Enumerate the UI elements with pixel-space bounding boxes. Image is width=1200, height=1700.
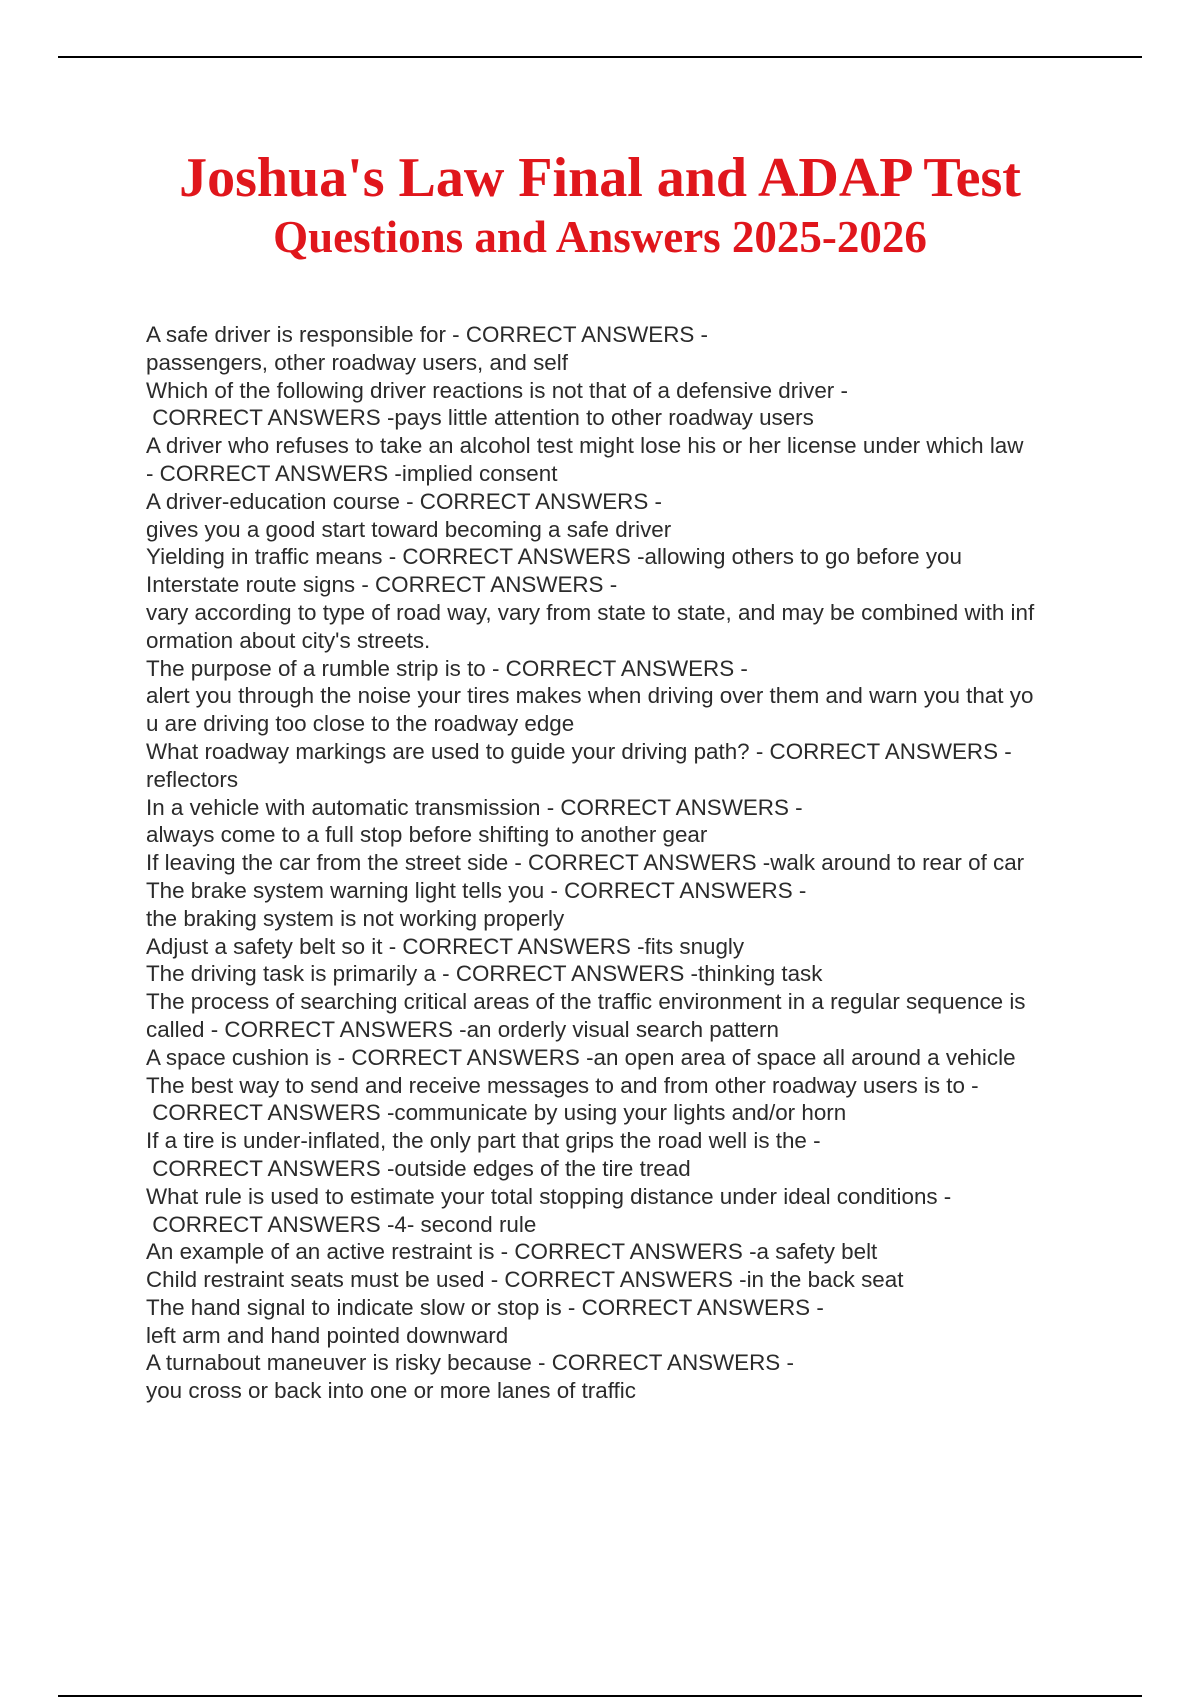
qa-line: The brake system warning light tells you - CORRECT ANSWERS - [146,877,807,903]
qa-line: Child restraint seats must be used - CORRECT ANSWERS -in the back seat [146,1267,904,1293]
qa-line: ormation about city's streets. [146,627,431,653]
qa-line: vary according to type of road way, vary from state to state, and may be combined with inf [146,599,1035,625]
qa-line: passengers, other roadway users, and self [146,349,568,375]
qa-line: The driving task is primarily a - CORRECT ANSWERS -thinking task [146,961,823,987]
qa-line: What rule is used to estimate your total stopping distance under ideal conditions - [146,1183,952,1209]
qa-line: A driver who refuses to take an alcohol test might lose his or her license under which law [146,433,1024,459]
qa-line: gives you a good start toward becoming a safe driver [146,516,672,542]
qa-line: What roadway markings are used to guide your driving path? - CORRECT ANSWERS - [146,738,1012,764]
qa-line: If leaving the car from the street side - CORRECT ANSWERS -walk around to rear of car [146,850,1025,876]
qa-line: A safe driver is responsible for - CORRECT ANSWERS - [146,322,708,347]
qa-line: An example of an active restraint is - CORRECT ANSWERS -a safety belt [146,1239,878,1265]
qa-line: the braking system is not working properly [146,905,565,931]
title-line-1: Joshua's Law Final and ADAP Test [179,147,1021,209]
qa-line: Interstate route signs - CORRECT ANSWERS - [146,572,618,598]
qa-line: Yielding in traffic means - CORRECT ANSWERS -allowing others to go before you [146,544,962,570]
qa-line: you cross or back into one or more lanes of traffic [146,1378,636,1404]
qa-line: - CORRECT ANSWERS -implied consent [146,460,558,486]
qa-line: A turnabout maneuver is risky because - CORRECT ANSWERS - [146,1350,794,1376]
bottom-divider [58,1695,1142,1697]
qa-line: u are driving too close to the roadway edge [146,711,575,737]
qa-line: In a vehicle with automatic transmission - CORRECT ANSWERS - [146,794,803,820]
qa-line: The process of searching critical areas of the traffic environment in a regular sequence is [146,989,1026,1015]
qa-line: CORRECT ANSWERS -outside edges of the tire tread [146,1155,691,1181]
qa-line: always come to a full stop before shifting to another gear [146,822,708,848]
qa-line: A space cushion is - CORRECT ANSWERS -an open area of space all around a vehicle [146,1044,1016,1070]
qa-line: The hand signal to indicate slow or stop is - CORRECT ANSWERS - [146,1294,824,1320]
document-title [0,147,1200,265]
qa-line: reflectors [146,766,239,792]
qa-line: If a tire is under-inflated, the only part that grips the road well is the - [146,1128,821,1154]
qa-line: CORRECT ANSWERS -communicate by using your lights and/or horn [146,1100,847,1126]
title-line-2: Questions and Answers 2025-2026 [273,212,927,262]
qa-line: CORRECT ANSWERS -pays little attention to other roadway users [146,405,814,431]
qa-line: called - CORRECT ANSWERS -an orderly visual search pattern [146,1016,779,1042]
qa-line: Adjust a safety belt so it - CORRECT ANSWERS -fits snugly [146,933,745,959]
qa-line: CORRECT ANSWERS -4- second rule [146,1211,537,1237]
qa-line: Which of the following driver reactions is not that of a defensive driver - [146,377,848,403]
qa-line: left arm and hand pointed downward [146,1322,509,1348]
qa-line: alert you through the noise your tires makes when driving over them and warn you that yo [146,683,1034,709]
top-divider [58,56,1142,58]
qa-line: The best way to send and receive messages to and from other roadway users is to - [146,1072,979,1098]
qa-body [146,321,1096,1405]
qa-line: A driver-education course - CORRECT ANSWERS - [146,488,662,514]
qa-line: The purpose of a rumble strip is to - CORRECT ANSWERS - [146,655,748,681]
